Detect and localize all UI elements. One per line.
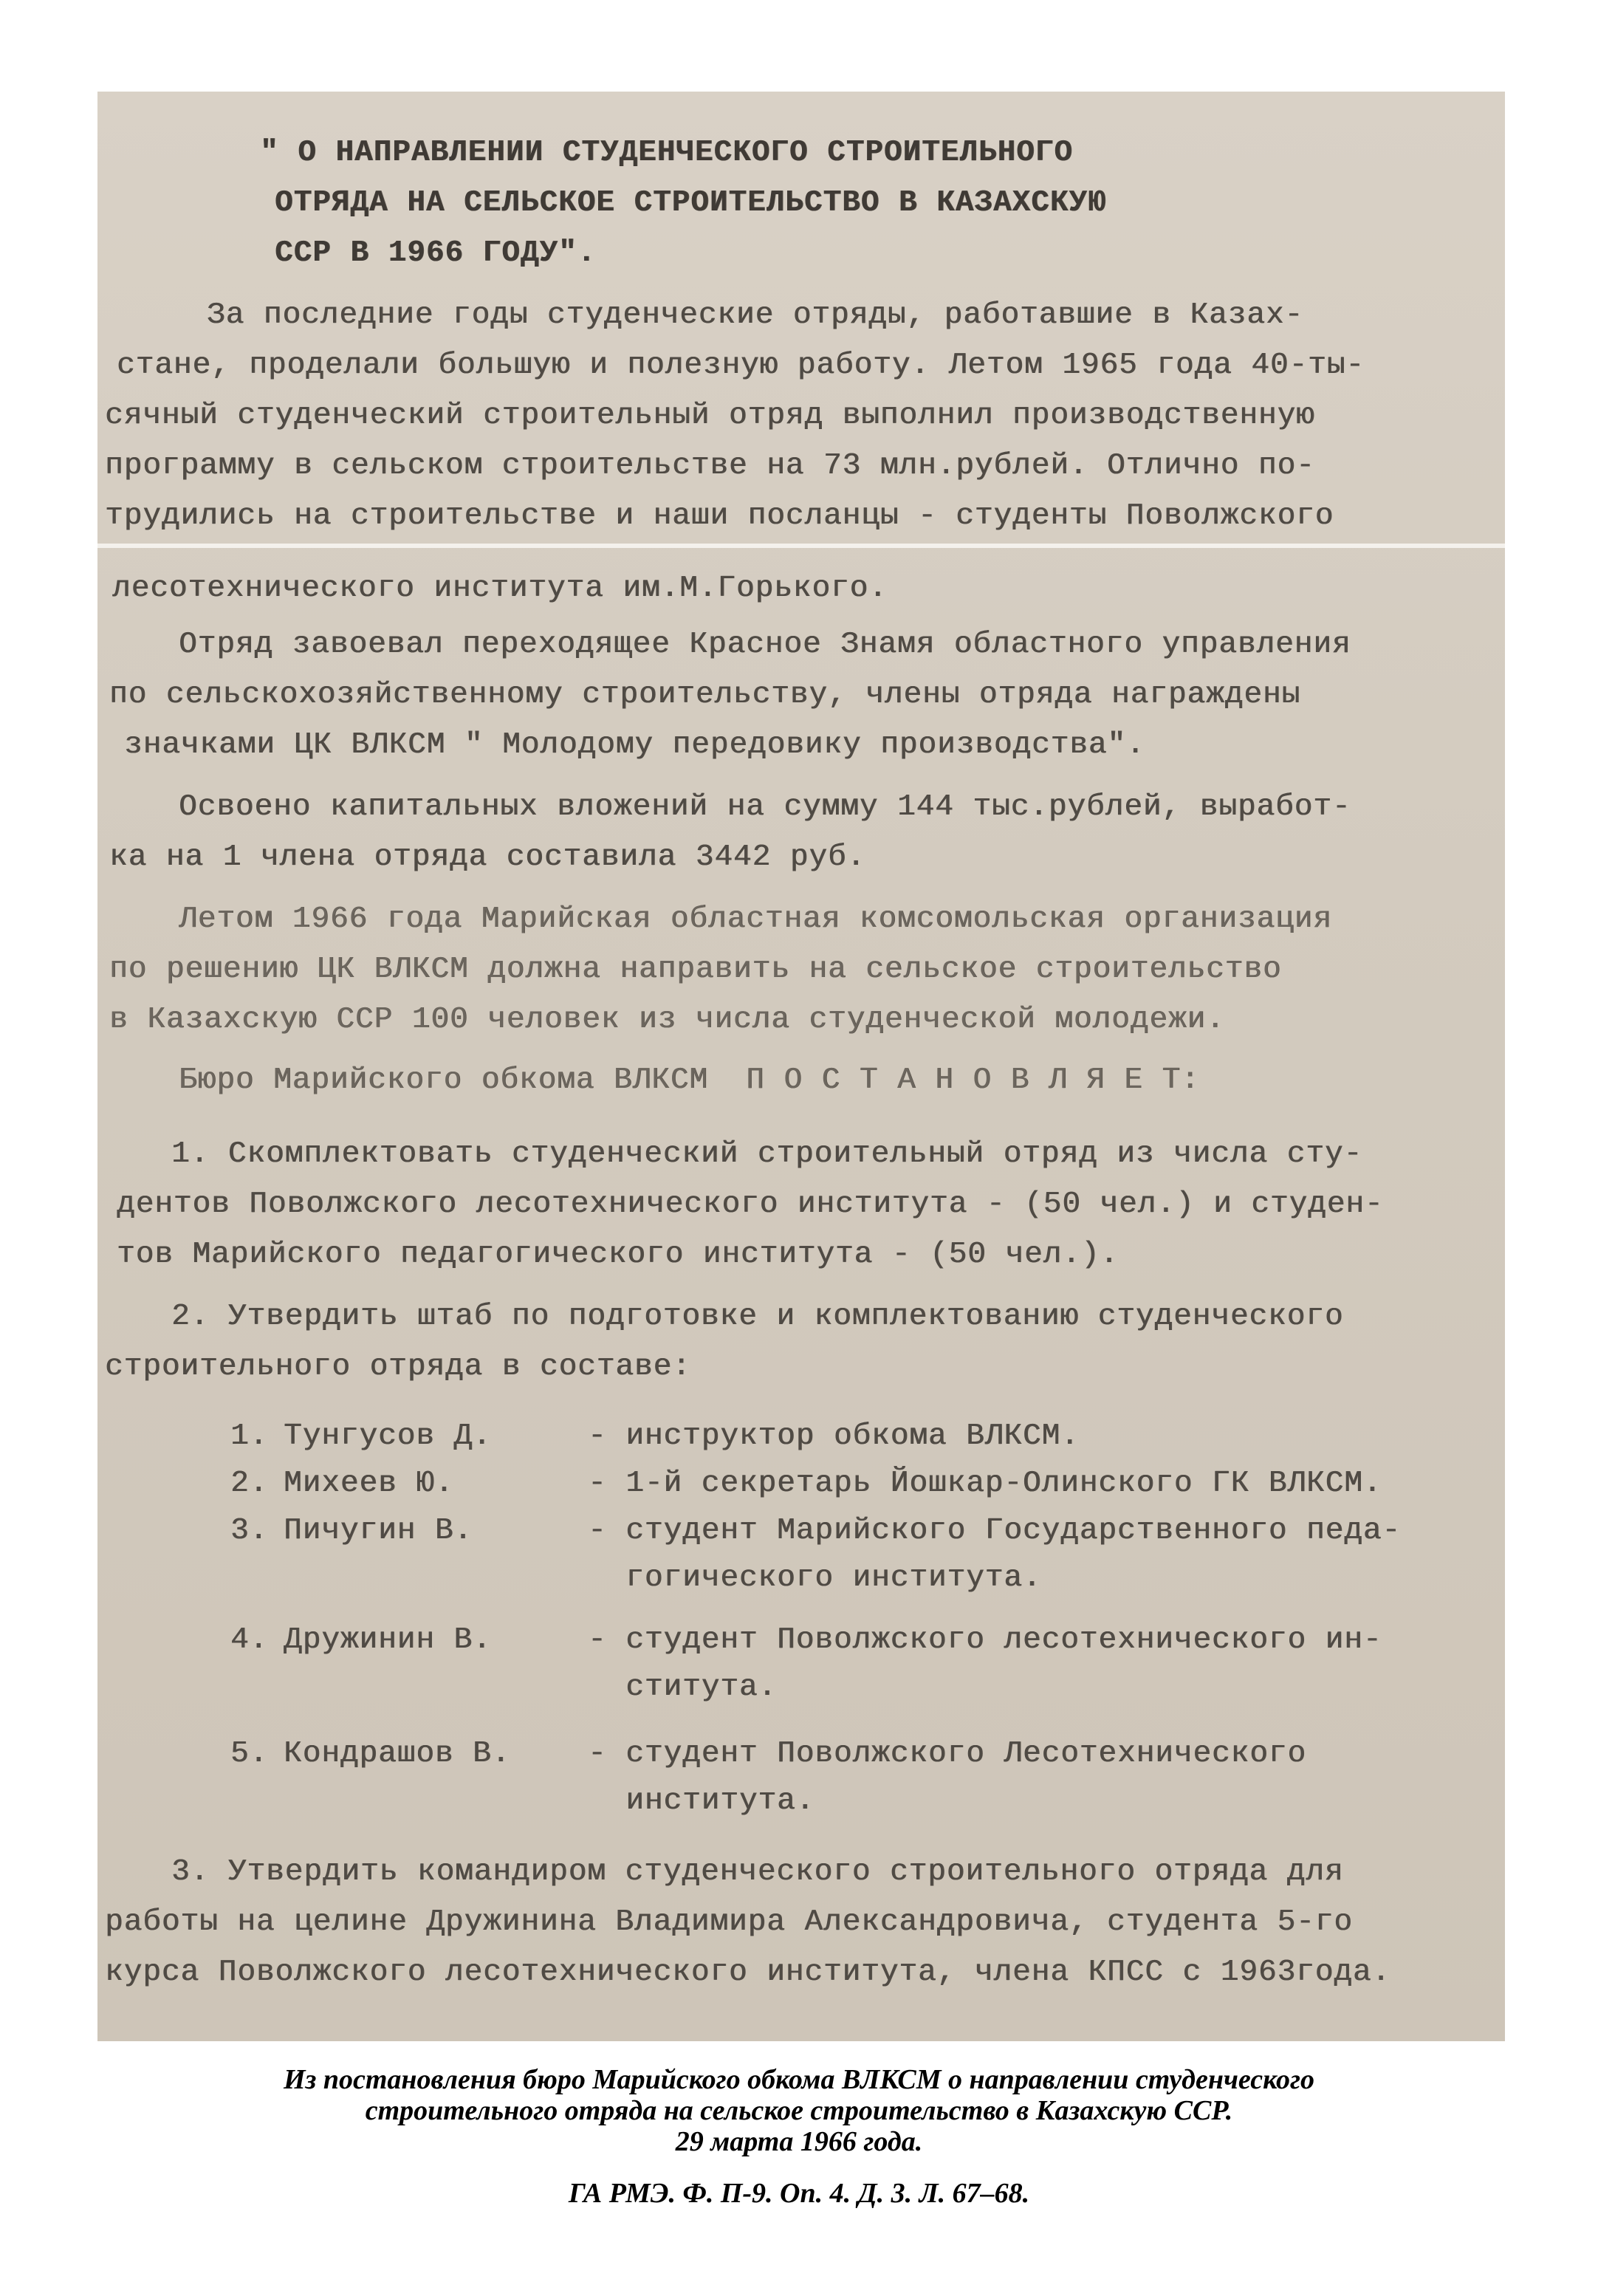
staff-role: - студент Поволжского Лесотехнического (588, 1737, 1306, 1771)
body-line: строительного отряда в составе: (105, 1350, 691, 1384)
caption-line: 29 марта 1966 года. (675, 2126, 923, 2157)
body-line: трудились на строительстве и наши посланцы - студенты Поволжского (105, 499, 1334, 533)
staff-role: ститута. (588, 1670, 778, 1704)
body-line: лесотехнического института им.М.Горького. (112, 572, 888, 606)
body-line: Летом 1966 года Марийская областная комсомольская организация (179, 902, 1332, 936)
staff-role: гогического института. (588, 1561, 1042, 1595)
staff-number: 2. (230, 1467, 269, 1501)
body-line: стане, проделали большую и полезную работу. Летом 1965 года 40-ты- (117, 349, 1365, 383)
body-line: За последние годы студенческие отряды, работавшие в Казах- (207, 298, 1304, 332)
body-line: 2. Утвердить штаб по подготовке и комплектованию студенческого (171, 1300, 1344, 1334)
archive-source: ГА РМЭ. Ф. П-9. Оп. 4. Д. 3. Л. 67–68. (568, 2178, 1030, 2209)
staff-role: - инструктор обкома ВЛКСМ. (588, 1419, 1080, 1453)
body-line: Отряд завоевал переходящее Красное Знамя областного управления (179, 628, 1351, 662)
staff-role: - 1-й секретарь Йошкар-Олинского ГК ВЛКСМ. (588, 1467, 1382, 1501)
staff-role: института. (588, 1784, 815, 1818)
document-title-line: ОТРЯДА НА СЕЛЬСКОЕ СТРОИТЕЛЬСТВО В КАЗАХСКУЮ (275, 186, 1107, 220)
body-line: дентов Поволжского лесотехнического института - (50 чел.) и студен- (117, 1188, 1384, 1221)
staff-role: - студент Марийского Государственного педа- (588, 1514, 1401, 1548)
staff-number: 5. (230, 1737, 269, 1771)
staff-name: Дружинин В. (284, 1623, 492, 1657)
document-title-line: ССР В 1966 ГОДУ". (275, 236, 597, 270)
body-line: программу в сельском строительстве на 73 млн.рублей. Отлично по- (105, 449, 1315, 483)
caption-line: строительного отряда на сельское строительство в Казахскую ССР. (365, 2095, 1233, 2126)
staff-role: - студент Поволжского лесотехнического ин- (588, 1623, 1382, 1657)
body-line: значками ЦК ВЛКСМ " Молодому передовику производства". (124, 728, 1145, 762)
scan-seam (97, 544, 1505, 548)
body-line: по сельскохозяйственному строительству, члены отряда награждены (109, 678, 1301, 712)
body-line: 3. Утвердить командиром студенческого строительного отряда для (171, 1855, 1344, 1889)
body-line: сячный студенческий строительный отряд выполнил производственную (105, 399, 1315, 433)
body-line: тов Марийского педагогического института - (50 чел.). (117, 1238, 1119, 1272)
resolution-heading: Бюро Марийского обкома ВЛКСМ П О С Т А Н О В Л Я Е Т: (179, 1063, 1200, 1097)
staff-name: Пичугин В. (284, 1514, 473, 1548)
staff-name: Кондрашов В. (284, 1737, 511, 1771)
body-line: 1. Скомплектовать студенческий строительный отряд из числа сту- (171, 1137, 1363, 1171)
caption-line: Из постановления бюро Марийского обкома ВЛКСМ о направлении студенческого (283, 2064, 1315, 2095)
body-line: Освоено капитальных вложений на сумму 144 тыс.рублей, выработ- (179, 790, 1351, 824)
document-scan (97, 92, 1505, 2041)
body-line: ка на 1 члена отряда составила 3442 руб. (109, 840, 866, 874)
staff-name: Тунгусов Д. (284, 1419, 492, 1453)
document-title-line: " О НАПРАВЛЕНИИ СТУДЕНЧЕСКОГО СТРОИТЕЛЬНОГО (260, 136, 1073, 170)
body-line: по решению ЦК ВЛКСМ должна направить на сельское строительство (109, 953, 1282, 987)
staff-number: 1. (230, 1419, 269, 1453)
staff-number: 3. (230, 1514, 269, 1548)
staff-number: 4. (230, 1623, 269, 1657)
staff-name: Михеев Ю. (284, 1467, 454, 1501)
body-line: в Казахскую ССР 100 человек из числа студенческой молодежи. (109, 1003, 1225, 1037)
body-line: курса Поволжского лесотехнического института, члена КПСС с 1963года. (105, 1956, 1391, 1990)
body-line: работы на целине Дружинина Владимира Александровича, студента 5-го (105, 1905, 1353, 1939)
